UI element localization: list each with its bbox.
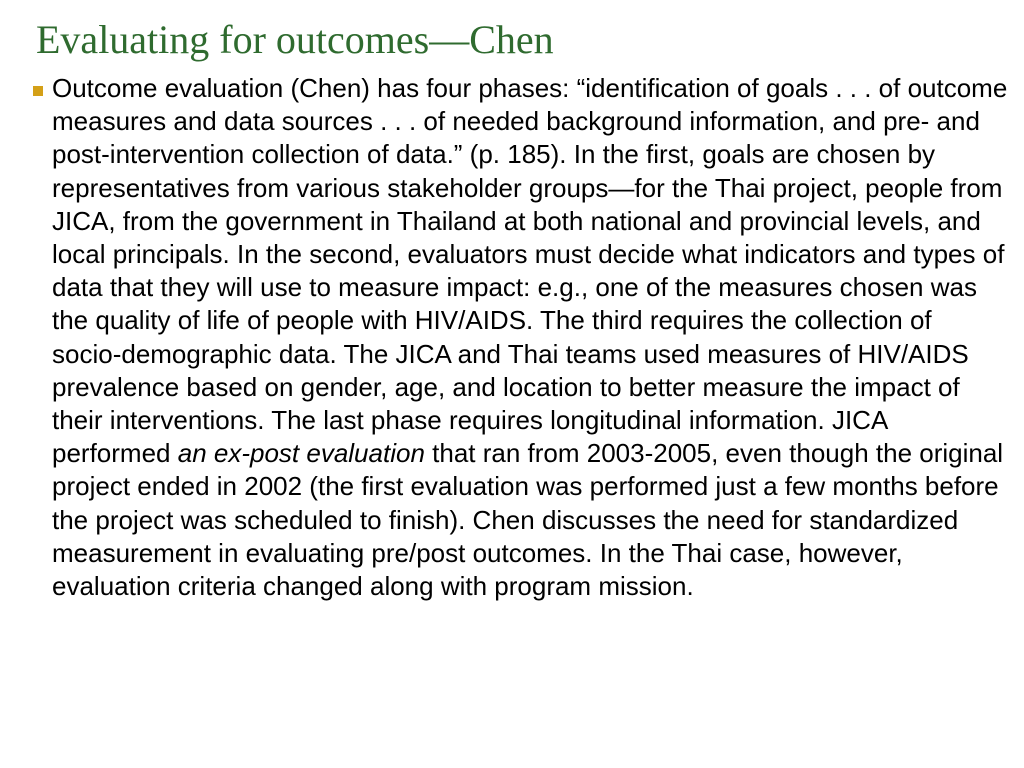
bullet-paragraph [52,72,1008,603]
bullet-item [28,72,1008,603]
bullet-text-part-1: Outcome evaluation (Chen) has four phases: “identification of goals . . . of outcome measures and data sources . . . of needed background information, and pre- and post-intervention collection of data.” (p. 185). In the first, goals are chosen by representatives from various stakeholder groups—for the Thai project, people from JICA, from the government in Thailand at both national and provincial levels, and local principals. In the second, evaluators must decide what indicators and types of data that they will use to measure impact: e.g., one of the measures chosen was the quality of life of people with HIV/AIDS. The third requires the collection of socio-demographic data. The JICA and Thai teams used measures of HIV/AIDS prevalence based on gender, age, and location to better measure the impact of their interventions. The last phase requires longitudinal information. JICA performed [52,73,1008,469]
square-bullet-icon [33,86,43,96]
bullet-text-part-2: that ran from 2003-2005, even though the original project ended in 2002 (the first evaluation was performed just a few months before the project was scheduled to finish). Chen discusses the need for standardized measurement in evaluating pre/post outcomes. In the Thai case, however, evaluation criteria changed along with program mission. [52,438,1004,602]
bullet-text-italic: an ex-post evaluation [177,438,425,469]
slide-content [28,72,1008,603]
slide-title: Evaluating for outcomes—Chen [36,17,554,62]
